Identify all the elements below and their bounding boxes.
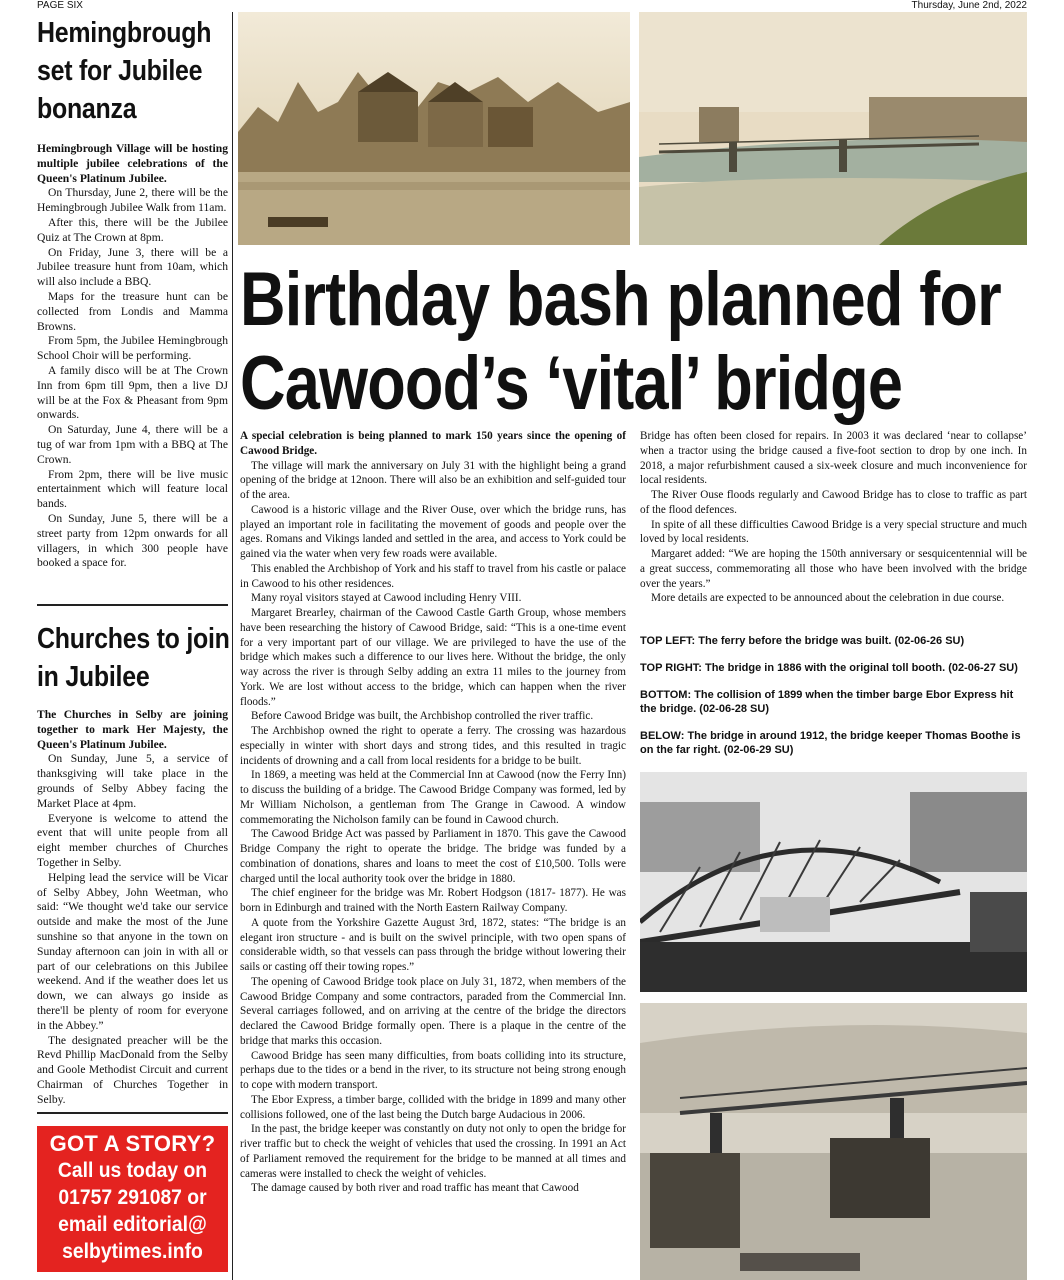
caption-below: BELOW: The bridge in around 1912, the bridge keeper Thomas Boothe is on the far right. (02-06-29 SU) xyxy=(640,730,1021,756)
article-paragraph: The Archbishop owned the right to operate a ferry. The crossing was hazardous especially in winter with short days and strong tides, and this resulted in tragic incidents of drowning and a call from local residents for a bridge to be built. xyxy=(240,725,626,767)
promo-email-domain[interactable]: selbytimes.info xyxy=(62,1240,203,1263)
story-body xyxy=(37,142,228,571)
main-article-col2 xyxy=(640,429,1027,606)
article-paragraph: Many royal visitors stayed at Cawood including Henry VIII. xyxy=(251,592,522,605)
article-paragraph: The Ebor Express, a timber barge, collided with the bridge in 1899 and many other collisions followed, one of the last being the Dutch barge Audacious in 2006. xyxy=(240,1093,626,1121)
article-paragraph: The village will mark the anniversary on July 31 with the highlight being a grand opening of the bridge at 12noon. There will also be an exhibition and self-guided tour of the area. xyxy=(240,459,626,501)
promo-title: GOT A STORY? xyxy=(49,1131,216,1156)
story-hemingbrough xyxy=(37,14,228,571)
story-paragraph: On Thursday, June 2, there will be the Hemingbrough Jubilee Walk from 11am. xyxy=(37,186,228,215)
story-paragraph: Maps for the treasure hunt can be collected from Londis and Mamma Browns. xyxy=(37,289,228,333)
caption-bottom: BOTTOM: The collision of 1899 when the timber barge Ebor Express hit the bridge. (02-06-28 SU) xyxy=(640,689,1014,715)
story-body xyxy=(37,708,228,1108)
photo-captions xyxy=(640,634,1030,770)
story-paragraph: From 2pm, there will be live music entertainment which will feature local bands. xyxy=(37,467,228,511)
article-paragraph: Bridge has often been closed for repairs. In 2003 it was declared ‘near to collapse’ when a tractor using the bridge caused a five-foot section to drop by one inch. In 2018, a major refurbishment caused a six-week closure and much inconvenience for local residents. xyxy=(640,430,1027,487)
barge-collision-photo xyxy=(640,1003,1027,1280)
story-paragraph: Helping lead the service will be Vicar of Selby Abbey, John Weetman, who said: “We thought we'd take our service outside and make the most of the June sunshine so that anyone in the town on Sunday afternoon can join in with all or part of our celebrations on this Jubilee weekend. And if the weather does let us down, we can always go inside as there'll be plenty of room for everyone in the Abbey.” xyxy=(37,870,228,1032)
story-paragraph: A family disco will be at The Crown Inn from 6pm till 9pm, then a live DJ will be at the Fox & Pheasant from 9pm onwards. xyxy=(37,363,228,422)
article-paragraph: The River Ouse floods regularly and Cawood Bridge has to close to traffic as part of the flood defences. xyxy=(640,489,1027,516)
article-paragraph: This enabled the Archbishop of York and his staff to travel from his castle or palace in Cawood to his other residences. xyxy=(240,562,626,590)
story-paragraph: Everyone is welcome to attend the event that will unite people from all eight member churches of Churches Together in Selby. xyxy=(37,811,228,869)
promo-email[interactable]: email editorial@ xyxy=(58,1213,207,1236)
caption-top-left: TOP LEFT: The ferry before the bridge was built. (02-06-26 SU) xyxy=(640,635,965,647)
article-paragraph: Cawood is a historic village and the River Ouse, over which the bridge runs, has played an important role in facilitating the movement of goods and people over the ages. Romans and Vikings landed and settled in the area, and access to York could be gained via the water when very few roads were available. xyxy=(240,503,626,560)
article-paragraph: The Cawood Bridge Act was passed by Parliament in 1870. This gave the Cawood Bridge Company the right to operate the bridge. The bridge was funded by a combination of donations, shares and loans to meet the cost of £10,500. Tolls were charged until the local authority took over the bridge in 1880. xyxy=(240,828,626,885)
story-headline: Churches to join in Jubilee xyxy=(37,623,230,693)
article-paragraph: Margaret Brearley, chairman of the Cawood Castle Garth Group, whose members have been researching the history of Cawood Bridge, said: “This is a one-time event for a very important part of our village. We are privileged to have the use of the bridge which makes such a difference to our lives here. Without the bridge, the only way across the river is through Selby adding an extra 11 miles to the journey from York. We are lost without access to the bridge, which can happen when the river floods.” xyxy=(240,607,626,708)
promo-line: Call us today on xyxy=(57,1159,208,1182)
article-paragraph: In the past, the bridge keeper was constantly on duty not only to open the bridge for river traffic but to check the weight of vehicles that used the crossing. In 1991 an Act of Parliament removed the requirement for the bridge to be manned at all times and cameras were installed to check the weight of vehicles. xyxy=(240,1123,626,1180)
main-headline-line2: Cawood’s ‘vital’ bridge xyxy=(240,341,903,426)
story-paragraph: On Sunday, June 5, a service of thanksgiving will take place in the grounds of Selby Abbey facing the Market Place at 4pm. xyxy=(37,752,228,810)
ferry-photo xyxy=(238,12,630,245)
article-paragraph: The damage caused by both river and road traffic has meant that Cawood xyxy=(251,1182,579,1195)
caption-top-right: TOP RIGHT: The bridge in 1886 with the original toll booth. (02-06-27 SU) xyxy=(640,662,1018,674)
main-headline-line1: Birthday bash planned for xyxy=(240,257,1001,342)
article-paragraph: More details are expected to be announced about the celebration in due course. xyxy=(651,592,1005,605)
story-headline: Hemingbrough set for Jubilee bonanza xyxy=(37,17,212,125)
article-paragraph: In spite of all these difficulties Cawood Bridge is a very special structure and much loved by local residents. xyxy=(640,518,1027,546)
bridge-1912-photo xyxy=(640,772,1027,992)
story-paragraph: The Churches in Selby are joining together to mark Her Majesty, the Queen's Platinum Jubilee. xyxy=(37,708,228,751)
article-paragraph: The opening of Cawood Bridge took place on July 31, 1872, when members of the Cawood Bridge Company and some contractors, paraded from the Commercial Inn. Several carriages followed, and on arriving at the centre of the bridge the directors declared the Cawood Bridge formally open. There is a plaque in the centre of the bridge that marks this occasion. xyxy=(240,975,626,1047)
article-paragraph: A special celebration is being planned to mark 150 years since the opening of Cawood Bridge. xyxy=(240,430,626,457)
article-paragraph: A quote from the Yorkshire Gazette August 3rd, 1872, states: “The bridge is an elegant iron structure - and is built on the swivel principle, with two open spans of considerable width, so that vessels can pass through the bridge without lowering their sails or casting off their towing ropes.” xyxy=(240,916,626,973)
divider xyxy=(37,604,228,606)
story-paragraph: The designated preacher will be the Revd Phillip MacDonald from the Selby and Goole Methodist Circuit and current Chairman of Churches Together in Selby. xyxy=(37,1033,228,1106)
story-paragraph: On Friday, June 3, there will be a Jubilee treasure hunt from 10am, which will also include a BBQ. xyxy=(37,245,228,289)
page-label: PAGE SIX xyxy=(37,0,83,11)
story-paragraph: From 5pm, the Jubilee Hemingbrough School Choir will be performing. xyxy=(37,334,228,363)
story-paragraph: On Sunday, June 5, there will be a street party from 12pm onwards for all villagers, in which 300 people have booked a space for. xyxy=(37,511,228,570)
got-a-story-promo[interactable] xyxy=(37,1126,228,1272)
column-rule xyxy=(232,12,233,1280)
promo-phone[interactable]: 01757 291087 or xyxy=(58,1186,207,1209)
story-paragraph: After this, there will be the Jubilee Quiz at The Crown at 8pm. xyxy=(37,215,228,244)
divider xyxy=(37,1112,228,1114)
article-paragraph: Before Cawood Bridge was built, the Archbishop controlled the river traffic. xyxy=(251,710,594,723)
article-paragraph: Cawood Bridge has seen many difficulties, from boats colliding into its structure, perhaps due to the tides or a bend in the river, to its structure not being strong enough to cope with modern transport. xyxy=(240,1049,626,1091)
issue-date: Thursday, June 2nd, 2022 xyxy=(911,0,1027,11)
toll-bridge-photo xyxy=(639,12,1027,245)
story-paragraph: Hemingbrough Village will be hosting multiple jubilee celebrations of the Queen's Platinum Jubilee. xyxy=(37,142,228,185)
story-paragraph: On Saturday, June 4, there will be a tug of war from 1pm with a BBQ at The Crown. xyxy=(37,423,228,466)
article-paragraph: Margaret added: “We are hoping the 150th anniversary or sesquicentennial will be a great success, commemorating all those who have been involved with the bridge over the years.” xyxy=(640,548,1027,590)
story-churches xyxy=(37,620,228,1108)
article-paragraph: The chief engineer for the bridge was Mr. Robert Hodgson (1817- 1877). He was born in Edinburgh and trained with the North Eastern Railway Company. xyxy=(240,887,626,914)
main-article-col1 xyxy=(240,429,626,1196)
article-paragraph: In 1869, a meeting was held at the Commercial Inn at Cawood (now the Ferry Inn) to discuss the building of a bridge. The Cawood Bridge Company was formed, led by Mr William Nicholson, a gentleman from The Grange in Cawood. A window commemorating the Nicholson family can be found in Cawood church. xyxy=(240,769,626,826)
